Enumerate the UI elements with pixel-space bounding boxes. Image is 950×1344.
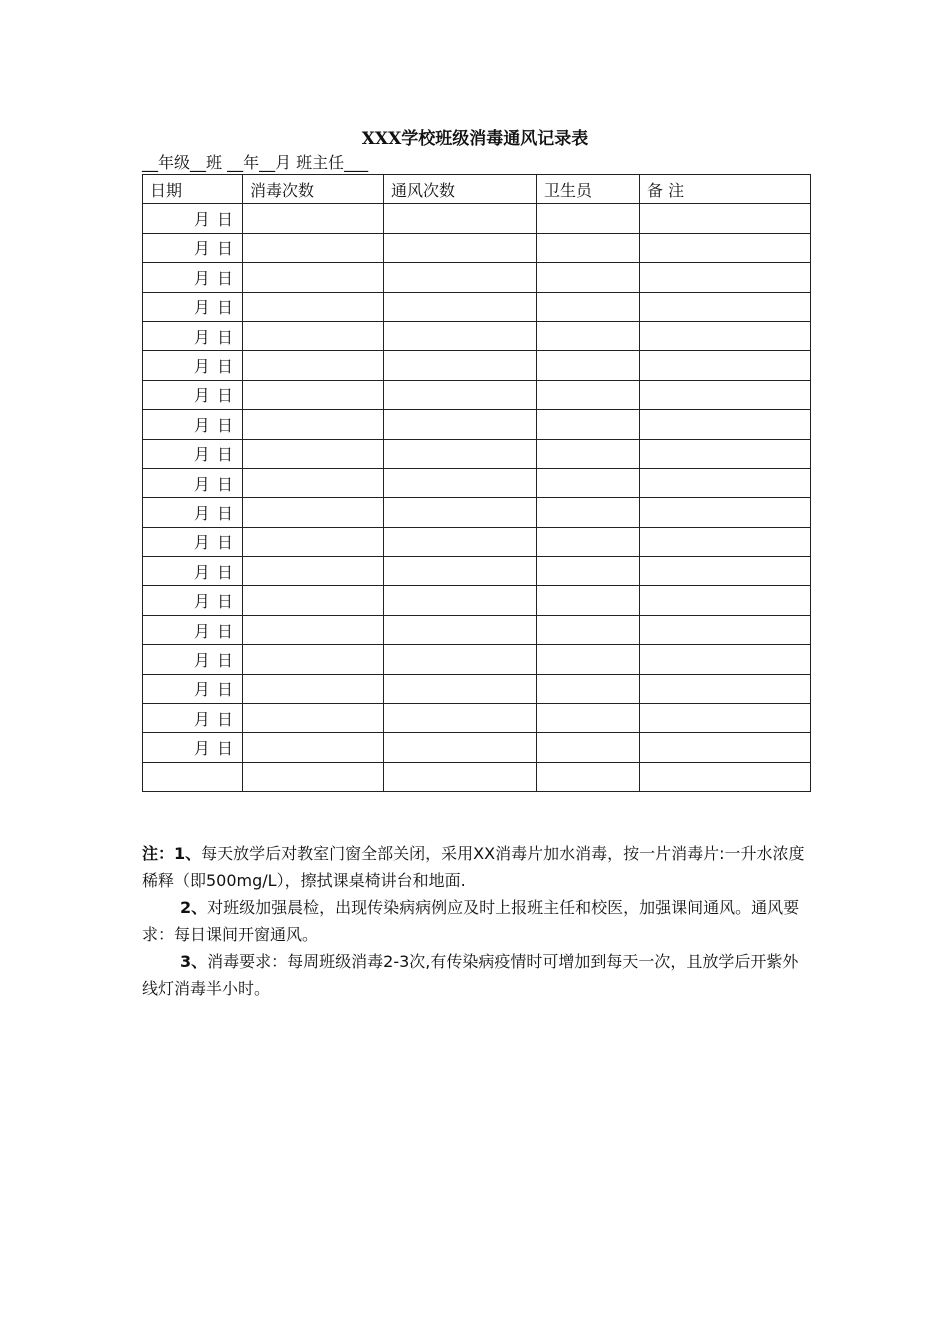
date-cell: 月 日 [143, 321, 243, 350]
entry-cell [537, 233, 640, 262]
date-cell: 月 日 [143, 468, 243, 497]
entry-cell [243, 233, 384, 262]
entry-cell [537, 674, 640, 703]
header-remarks: 备 注 [640, 175, 811, 204]
date-cell: 月 日 [143, 233, 243, 262]
entry-cell [537, 410, 640, 439]
entry-cell [537, 704, 640, 733]
entry-cell [537, 321, 640, 350]
entry-cell [640, 674, 811, 703]
entry-cell [384, 498, 537, 527]
date-cell: 月 日 [143, 498, 243, 527]
table-row [143, 615, 811, 644]
entry-cell [243, 410, 384, 439]
entry-cell [243, 674, 384, 703]
entry-cell [243, 645, 384, 674]
entry-cell [384, 733, 537, 762]
entry-cell [384, 615, 537, 644]
entry-cell [640, 292, 811, 321]
date-cell: 月 日 [143, 733, 243, 762]
entry-cell [243, 380, 384, 409]
table-row [143, 380, 811, 409]
entry-cell [243, 498, 384, 527]
entry-cell [640, 204, 811, 233]
entry-cell [640, 733, 811, 762]
table-row [143, 704, 811, 733]
entry-cell [537, 439, 640, 468]
header-ventilation-count: 通风次数 [384, 175, 537, 204]
date-cell: 月 日 [143, 527, 243, 556]
table-row [143, 498, 811, 527]
entry-cell [243, 615, 384, 644]
entry-cell [243, 292, 384, 321]
table-row [143, 733, 811, 762]
date-cell: 月 日 [143, 410, 243, 439]
entry-cell [384, 263, 537, 292]
entry-cell [243, 762, 384, 791]
table-row [143, 204, 811, 233]
notes-section [142, 840, 810, 1002]
entry-cell [384, 527, 537, 556]
entry-cell [537, 380, 640, 409]
date-cell: 月 日 [143, 351, 243, 380]
entry-cell [640, 439, 811, 468]
entry-cell [384, 704, 537, 733]
entry-cell [384, 351, 537, 380]
entry-cell [640, 410, 811, 439]
entry-cell [537, 527, 640, 556]
table-row [143, 321, 811, 350]
class-info-line: __年级__班 __年__月 班主任___ [142, 153, 369, 172]
entry-cell [537, 557, 640, 586]
date-cell: 月 日 [143, 292, 243, 321]
entry-cell [640, 704, 811, 733]
entry-cell [384, 321, 537, 350]
notes-label: 注： [142, 844, 175, 863]
date-cell [143, 762, 243, 791]
table-header-row [143, 175, 811, 204]
entry-cell [640, 263, 811, 292]
entry-cell [640, 468, 811, 497]
entry-cell [640, 351, 811, 380]
entry-cell [384, 439, 537, 468]
entry-cell [537, 263, 640, 292]
entry-cell [243, 527, 384, 556]
note-text: 消毒要求：每周班级消毒2-3次,有传染病疫情时可增加到每天一次，且放学后开紫外线灯消毒半小时。 [142, 952, 799, 998]
note-number: 3、 [180, 952, 208, 971]
entry-cell [243, 204, 384, 233]
entry-cell [384, 233, 537, 262]
entry-cell [640, 762, 811, 791]
date-cell: 月 日 [143, 586, 243, 615]
table-row [143, 233, 811, 262]
note-number: 1、 [174, 844, 202, 863]
date-cell: 月 日 [143, 380, 243, 409]
entry-cell [537, 468, 640, 497]
entry-cell [384, 292, 537, 321]
note-1 [142, 840, 810, 894]
note-text: 每天放学后对教室门窗全部关闭，采用XX消毒片加水消毒，按一片消毒片:一升水浓度稀释（即500mg/L），擦拭课桌椅讲台和地面. [142, 844, 805, 890]
entry-cell [384, 586, 537, 615]
entry-cell [384, 674, 537, 703]
entry-cell [384, 380, 537, 409]
entry-cell [384, 204, 537, 233]
entry-cell [640, 233, 811, 262]
entry-cell [537, 351, 640, 380]
entry-cell [243, 321, 384, 350]
table-row [143, 439, 811, 468]
entry-cell [384, 645, 537, 674]
entry-cell [640, 321, 811, 350]
table-row [143, 645, 811, 674]
entry-cell [243, 439, 384, 468]
date-cell: 月 日 [143, 557, 243, 586]
entry-cell [537, 645, 640, 674]
table-row [143, 762, 811, 791]
entry-cell [537, 292, 640, 321]
date-cell: 月 日 [143, 615, 243, 644]
entry-cell [537, 586, 640, 615]
header-disinfection-count: 消毒次数 [243, 175, 384, 204]
header-hygiene-monitor: 卫生员 [537, 175, 640, 204]
note-text: 对班级加强晨检，出现传染病病例应及时上报班主任和校医，加强课间通风。通风要求：每日课间开窗通风。 [142, 898, 800, 944]
entry-cell [384, 468, 537, 497]
entry-cell [243, 733, 384, 762]
entry-cell [640, 586, 811, 615]
entry-cell [640, 380, 811, 409]
record-table [142, 174, 811, 792]
entry-cell [640, 557, 811, 586]
entry-cell [537, 615, 640, 644]
date-cell: 月 日 [143, 674, 243, 703]
entry-cell [243, 468, 384, 497]
entry-cell [640, 527, 811, 556]
entry-cell [537, 204, 640, 233]
entry-cell [243, 704, 384, 733]
entry-cell [243, 557, 384, 586]
table-row [143, 468, 811, 497]
date-cell: 月 日 [143, 204, 243, 233]
entry-cell [640, 498, 811, 527]
note-2 [142, 894, 810, 948]
date-cell: 月 日 [143, 645, 243, 674]
date-cell: 月 日 [143, 263, 243, 292]
date-cell: 月 日 [143, 439, 243, 468]
entry-cell [537, 733, 640, 762]
table-row [143, 557, 811, 586]
date-cell: 月 日 [143, 704, 243, 733]
entry-cell [640, 615, 811, 644]
entry-cell [384, 410, 537, 439]
table-row [143, 263, 811, 292]
note-3 [142, 948, 810, 1002]
table-row [143, 527, 811, 556]
table-row [143, 410, 811, 439]
entry-cell [384, 557, 537, 586]
entry-cell [537, 498, 640, 527]
entry-cell [243, 263, 384, 292]
entry-cell [243, 351, 384, 380]
entry-cell [537, 762, 640, 791]
entry-cell [384, 762, 537, 791]
table-row [143, 586, 811, 615]
document-title: XXX学校班级消毒通风记录表 [361, 129, 589, 149]
entry-cell [640, 645, 811, 674]
table-row [143, 674, 811, 703]
table-row [143, 292, 811, 321]
header-date: 日期 [143, 175, 243, 204]
note-number: 2、 [180, 898, 208, 917]
entry-cell [243, 586, 384, 615]
table-row [143, 351, 811, 380]
